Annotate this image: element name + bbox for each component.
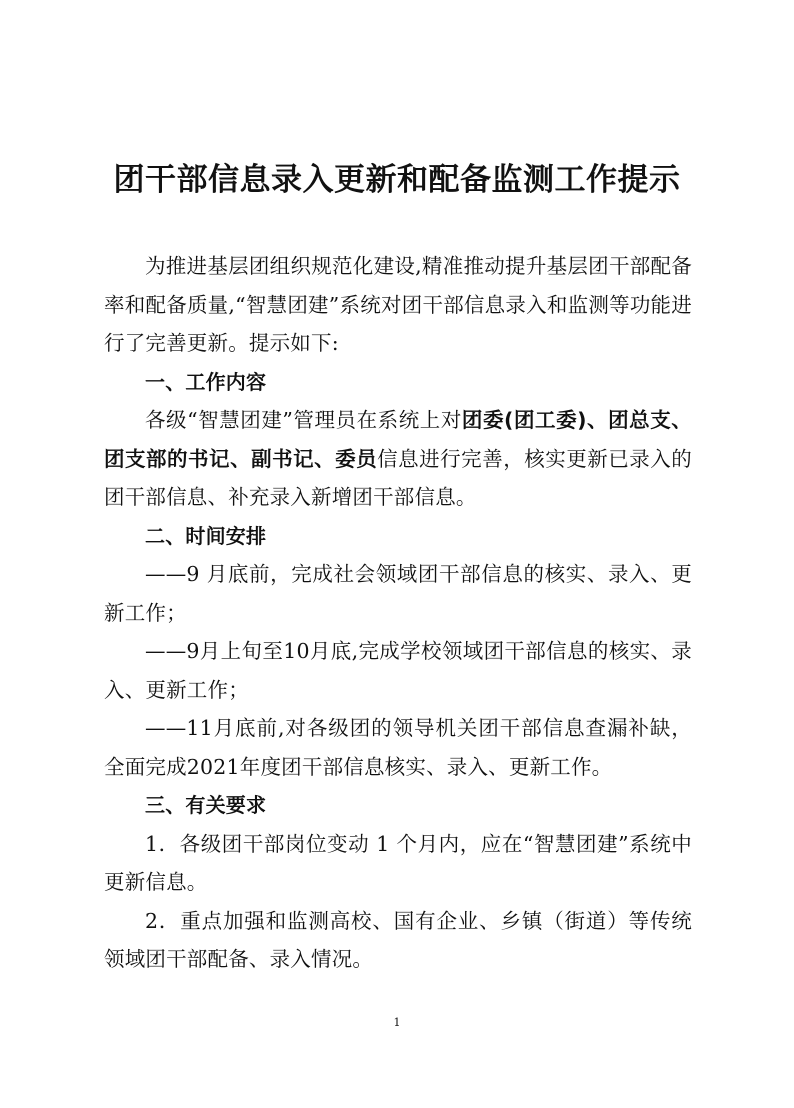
requirement-item: 1．各级团干部岗位变动 1 个月内，应在“智慧团建”系统中更新信息。 (104, 831, 692, 894)
work-content-emphasis: 团委(团工委)、团总支、团支部的书记、副书记、委员 (104, 408, 692, 471)
section-heading-schedule: 二、时间安排 (145, 523, 267, 548)
requirement-item: 2．重点加强和监测高校、国有企业、乡镇（街道）等传统领域团干部配备、录入情况。 (104, 908, 692, 971)
section-heading-requirements: 三、有关要求 (145, 793, 267, 817)
intro-paragraph: 为推进基层团组织规范化建设,精准推动提升基层团干部配备率和配备质量,“智慧团建”系统对团干部信息录入和监测等功能进行了完善更新。提示如下: (104, 254, 692, 355)
section-heading-work-content: 一、工作内容 (145, 369, 267, 394)
work-content-text-b: 信息进行完善，核实更新已录入的团干部信息、补充录入新增团干部信息。 (104, 446, 692, 509)
page-number: 1 (393, 1016, 401, 1029)
work-content-text-a: 各级“智慧团建”管理员在系统上对 (145, 408, 462, 432)
schedule-item: ——9 月底前，完成社会领域团干部信息的核实、录入、更新工作； (104, 562, 692, 625)
document-body (104, 247, 692, 979)
document-title: 团干部信息录入更新和配备监测工作提示 (113, 162, 681, 198)
work-content-paragraph (104, 401, 692, 517)
schedule-item: ——11月底前,对各级团的领导机关团干部信息查漏补缺，全面完成2021年度团干部信息核实、录入、更新工作。 (104, 716, 692, 779)
schedule-item: ——9月上旬至10月底,完成学校领域团干部信息的核实、录入、更新工作； (104, 639, 692, 702)
